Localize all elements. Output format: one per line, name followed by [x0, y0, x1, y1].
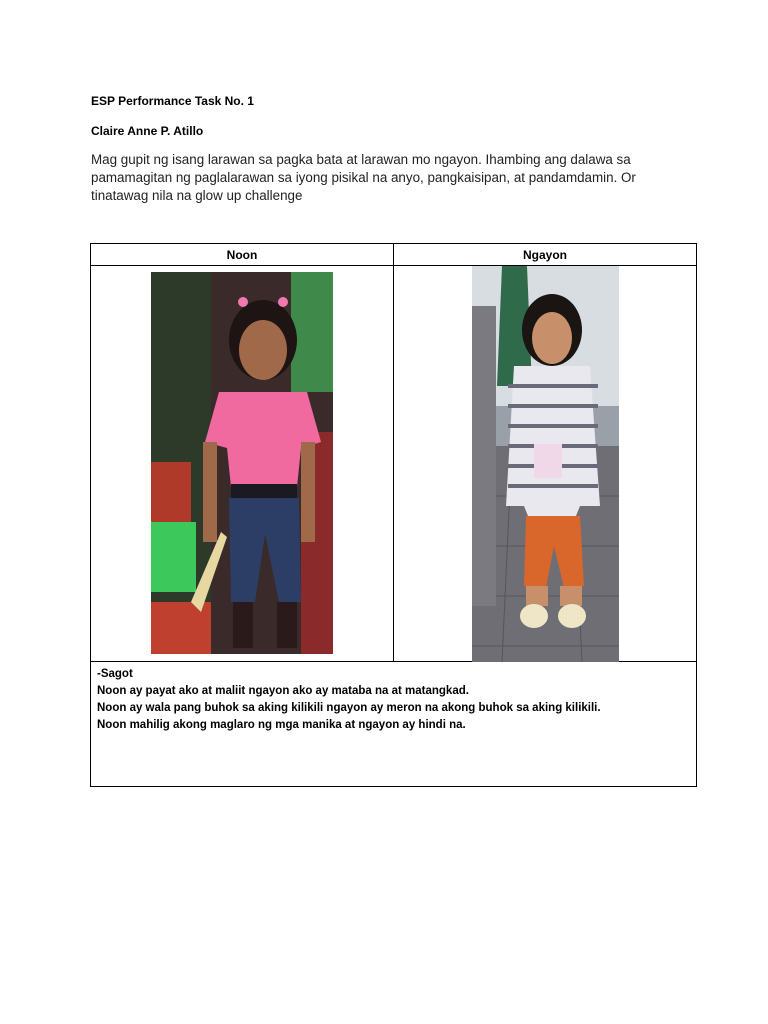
- answer-line-2: Noon ay wala pang buhok sa aking kilikili ngayon ay meron na akong buhok sa aking kilikili.: [97, 702, 601, 714]
- comparison-table: [90, 243, 697, 787]
- answer-row: [91, 662, 697, 787]
- answer-cell: [91, 662, 697, 787]
- photo-row: [91, 266, 697, 662]
- girl-photo-icon: [472, 266, 619, 662]
- photo-cell-now: [394, 266, 697, 662]
- author-name: Claire Anne P. Atillo: [91, 124, 204, 138]
- header-noon: Noon: [91, 244, 394, 266]
- header-ngayon: Ngayon: [394, 244, 697, 266]
- child-photo-icon: [151, 272, 333, 654]
- table-header-row: [91, 244, 697, 266]
- instructions-text: Mag gupit ng isang larawan sa pagka bata at larawan mo ngayon. Ihambing ang dalawa sa pamamagitan ng paglalarawan sa iyong pisikal na anyo, pangkaisipan, at pandamdamin. Or tinatawag nila na glow up challenge: [91, 152, 636, 203]
- answer-label: -Sagot: [97, 668, 133, 680]
- answer-line-1: Noon ay payat ako at maliit ngayon ako ay mataba na at matangkad.: [97, 685, 469, 697]
- document-title: ESP Performance Task No. 1: [91, 94, 254, 108]
- answer-line-3: Noon mahilig akong maglaro ng mga manika at ngayon ay hindi na.: [97, 719, 466, 731]
- photo-cell-then: [91, 266, 394, 662]
